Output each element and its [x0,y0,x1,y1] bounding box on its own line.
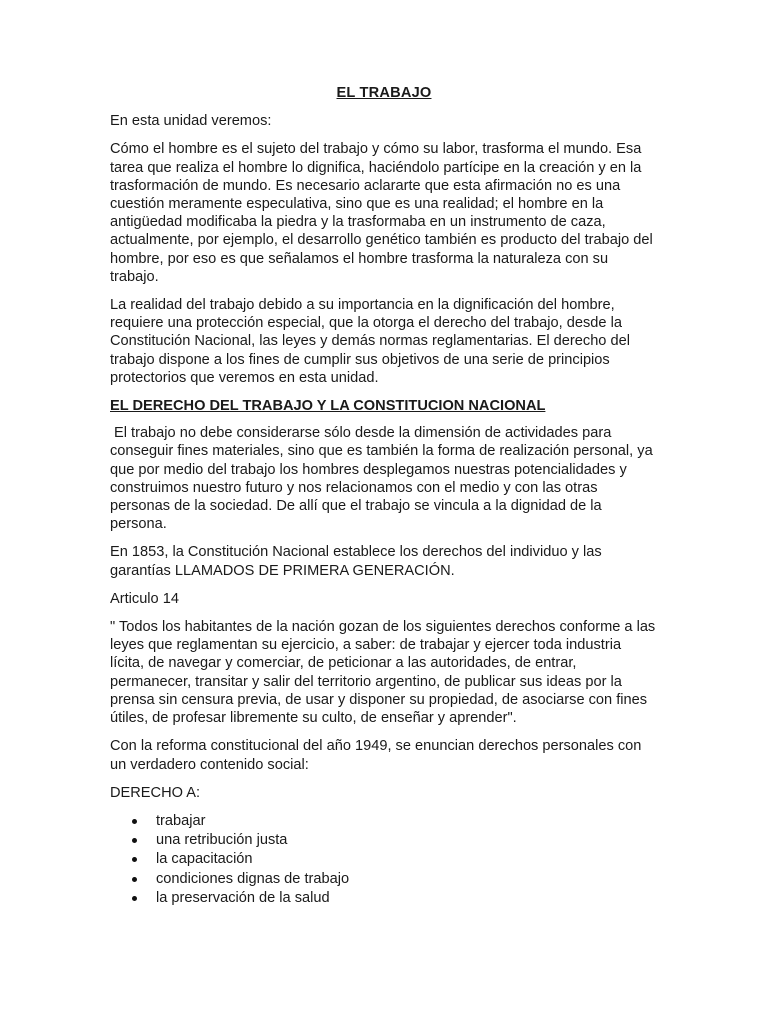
section-heading: EL DERECHO DEL TRABAJO Y LA CONSTITUCION NACIONAL [110,398,546,415]
article-label: Articulo 14 [110,590,179,607]
rights-list [110,812,658,907]
list-item [110,812,658,830]
list-item [110,831,658,849]
list-item [110,870,658,888]
paragraph-1: Cómo el hombre es el sujeto del trabajo y cómo su labor, trasforma el mundo. Esa tarea que realiza el hombre lo dignifica, haciéndolo partícipe en la creación y en la trasformación de mundo. Es necesario aclararte que esta afirmación no es una cuestión meramente especulativa, sino que es una realidad; el hombre en la antigüedad modificaba la piedra y la trasformaba en un instrumento de caza, actualmente, por ejemplo, el desarrollo genético también es producto del trabajo del hombre, por eso es que señalamos el hombre trasforma la naturaleza con su trabajo. [110,141,653,285]
list-item-text: condiciones dignas de trabajo [156,870,350,887]
list-heading: DERECHO A: [110,784,201,801]
list-item-text: una retribución justa [156,832,288,849]
bullet-icon [132,896,137,901]
paragraph-5: Con la reforma constitucional del año 1949, se enuncian derechos personales con un verdadero contenido social: [110,738,642,773]
bullet-icon [132,838,137,843]
paragraph-3: El trabajo no debe considerarse sólo desde la dimensión de actividades para conseguir fines materiales, sino que es también la forma de realización personal, ya que por medio del trabajo los hombres desplegamos nuestras potencialidades y construimos nuestro futuro y nos relacionamos con el medio y con las otras personas de la sociedad. De allí que el trabajo se vincula a la dignidad de la persona. [110,425,653,533]
paragraph-2: La realidad del trabajo debido a su importancia en la dignificación del hombre, requiere una protección especial, que la otorga el derecho del trabajo, desde la Constitución Nacional, las leyes y demás normas reglamentarias. El derecho del trabajo dispone a los fines de cumplir sus objetivos de una serie de principios protectorios que veremos en esta unidad. [110,297,630,386]
article-quote: " Todos los habitantes de la nación gozan de los siguientes derechos conforme a las leyes que reglamentan su ejercicio, a saber: de trabajar y ejercer toda industria lícita, de navegar y comerciar, de peticionar a las autoridades, de entrar, permanecer, transitar y salir del territorio argentino, de publicar sus ideas por la prensa sin censura previa, de usar y disponer su propiedad, de asociarse con fines útiles, de profesar libremente su culto, de enseñar y aprender". [110,619,656,727]
list-item-text: la capacitación [156,851,253,868]
list-item [110,850,658,868]
list-item-text: la preservación de la salud [156,889,330,906]
document-page [110,84,658,908]
intro-line: En esta unidad veremos: [110,113,272,130]
bullet-icon [132,877,137,882]
list-item-text: trabajar [156,812,206,829]
bullet-icon [132,819,137,824]
list-item [110,889,658,907]
paragraph-4: En 1853, la Constitución Nacional establece los derechos del individuo y las garantías LLAMADOS DE PRIMERA GENERACIÓN. [110,544,602,579]
document-title: EL TRABAJO [336,85,432,101]
bullet-icon [132,857,137,862]
